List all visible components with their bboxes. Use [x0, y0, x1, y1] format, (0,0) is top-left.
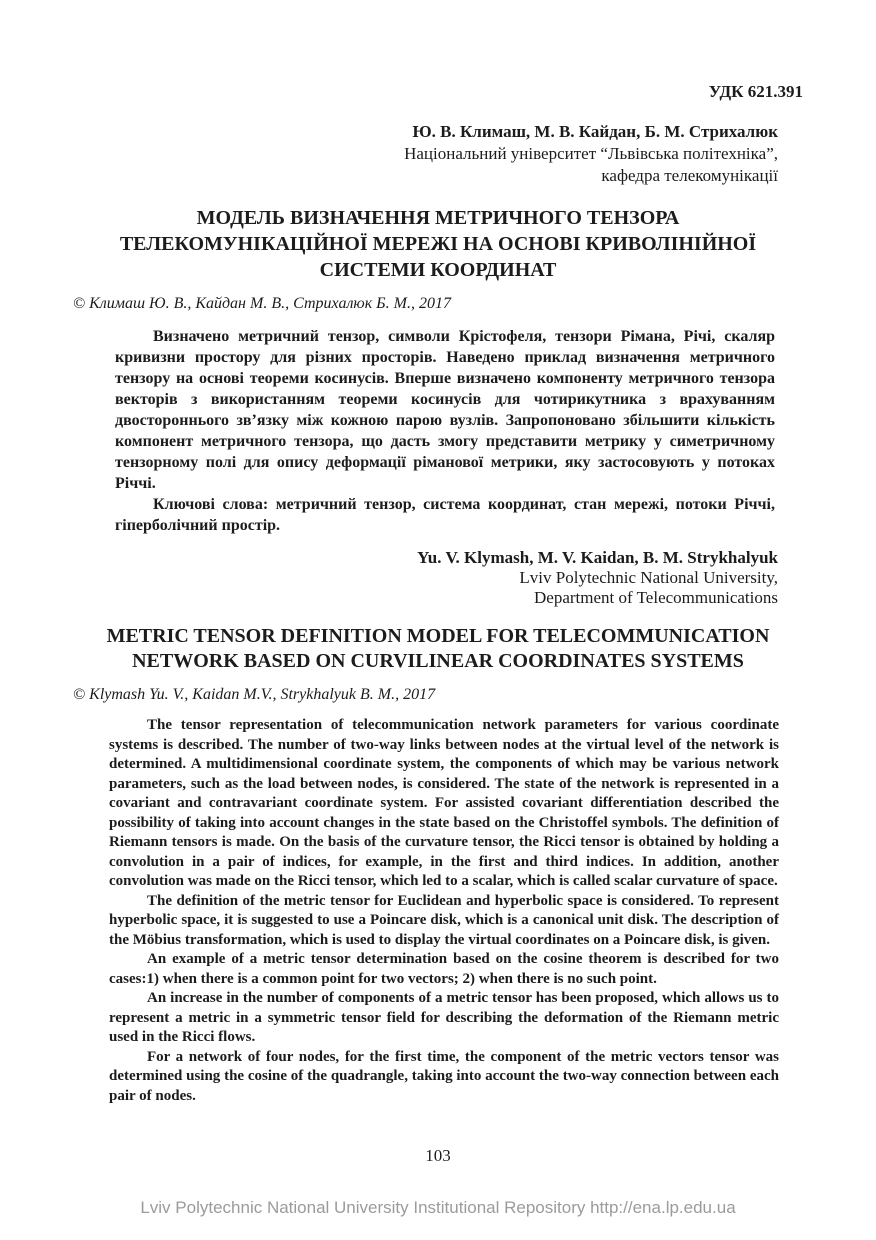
en-abstract-paragraph-3: An example of a metric tensor determination based on the cosine theorem is described for two cases:1) when there is a common point for two vectors; 2) when there is no such point. [109, 951, 779, 987]
en-abstract-paragraph-2: The definition of the metric tensor for Euclidean and hyperbolic space is considered. To represent hyperbolic space, it is suggested to use a Poincare disk, which is a canonical unit disk. The description of the Möbius transformation, which is used to display the virtual coordinates on a Poincare disk, is given. [109, 892, 779, 948]
ua-abstract [115, 326, 775, 536]
ua-affiliation-university: Національний університет “Львівська політехніка”, [404, 144, 778, 163]
page-content [73, 0, 803, 1106]
en-authors: Yu. V. Klymash, M. V. Kaidan, B. M. Strykhalyuk [417, 548, 778, 567]
en-abstract-paragraph-1: The tensor representation of telecommunication network parameters for various coordinate systems is described. The number of two-way links between nodes at the virtual level of the network is determined. A multidimensional coordinate system, the components of which may be various network parameters, such as the load between nodes, is considered. The state of the network is represented in a covariant and contravariant coordinate system. For assisted covariant differentiation described the possibility of taking into account changes in the state based on the Christoffel symbols. The definition of Riemann tensors is made. On the basis of the curvature tensor, the Ricci tensor is obtained by holding a convolution in a pair of indices, for example, in the first and third indices. In addition, another convolution was made on the Ricci tensor, which led to a scalar, which is called scalar curvature of space. [109, 717, 779, 889]
en-affiliation-department: Department of Telecommunications [534, 588, 778, 607]
en-abstract-paragraph-5: For a network of four nodes, for the first time, the component of the metric vectors tensor was determined using the cosine of the quadrangle, taking into account the two-way connection between each pair of nodes. [109, 1048, 779, 1104]
ua-affiliation-department: кафедра телекомунікації [601, 166, 778, 185]
ua-keywords-line: Ключові слова: метричний тензор, система координат, стан мережі, потоки Річчі, гіперболічний простір. [115, 496, 775, 534]
en-copyright-line: © Klymash Yu. V., Kaidan M.V., Strykhalyuk B. M., 2017 [73, 686, 436, 703]
en-affiliation-university: Lviv Polytechnic National University, [519, 568, 778, 587]
en-author-block [73, 548, 803, 608]
en-abstract [109, 716, 779, 1106]
ua-abstract-paragraph: Визначено метричний тензор, символи Крістофеля, тензори Рімана, Річі, скаляр кривизни простору для різних просторів. Наведено приклад визначення метричного тензору на основі теореми косинусів. Вперше визначено компоненту метричного тензора векторів з використанням теореми косинусів для чотирикутника з врахуванням двостороннього зв’язку між кожною парою вузлів. Запропоновано збільшити кількість компонент метричного тензора, що дасть змогу представити метрику у симетричному тензорному полі для опису деформації ріманової метрики, яку застосовують у потоках Річчі. [115, 328, 775, 492]
ua-authors: Ю. В. Климаш, М. В. Кайдан, Б. М. Стрихалюк [412, 122, 778, 141]
repository-footer: Lviv Polytechnic National University Institutional Repository http://ena.lp.edu.ua [140, 1198, 736, 1217]
en-abstract-paragraph-4: An increase in the number of components of a metric tensor has been proposed, which allows us to represent a metric in a symmetric tensor field for describing the deformation of the Riemann metric used in the Ricci flows. [109, 990, 779, 1045]
udc-code: УДК 621.391 [708, 82, 803, 101]
ua-author-block [73, 121, 803, 187]
en-article-title: METRIC TENSOR DEFINITION MODEL FOR TELECOMMUNICATION NETWORK BASED ON CURVILINEAR COORDINATES SYSTEMS [106, 625, 770, 672]
ua-copyright-line: © Климаш Ю. В., Кайдан М. В., Стрихалюк Б. М., 2017 [73, 295, 451, 312]
page-number: 103 [425, 1146, 451, 1165]
ua-article-title: МОДЕЛЬ ВИЗНАЧЕННЯ МЕТРИЧНОГО ТЕНЗОРА ТЕЛЕКОМУНІКАЦІЙНОЇ МЕРЕЖІ НА ОСНОВІ КРИВОЛІНІЙНОЇ СИСТЕМИ КООРДИНАТ [119, 207, 757, 281]
